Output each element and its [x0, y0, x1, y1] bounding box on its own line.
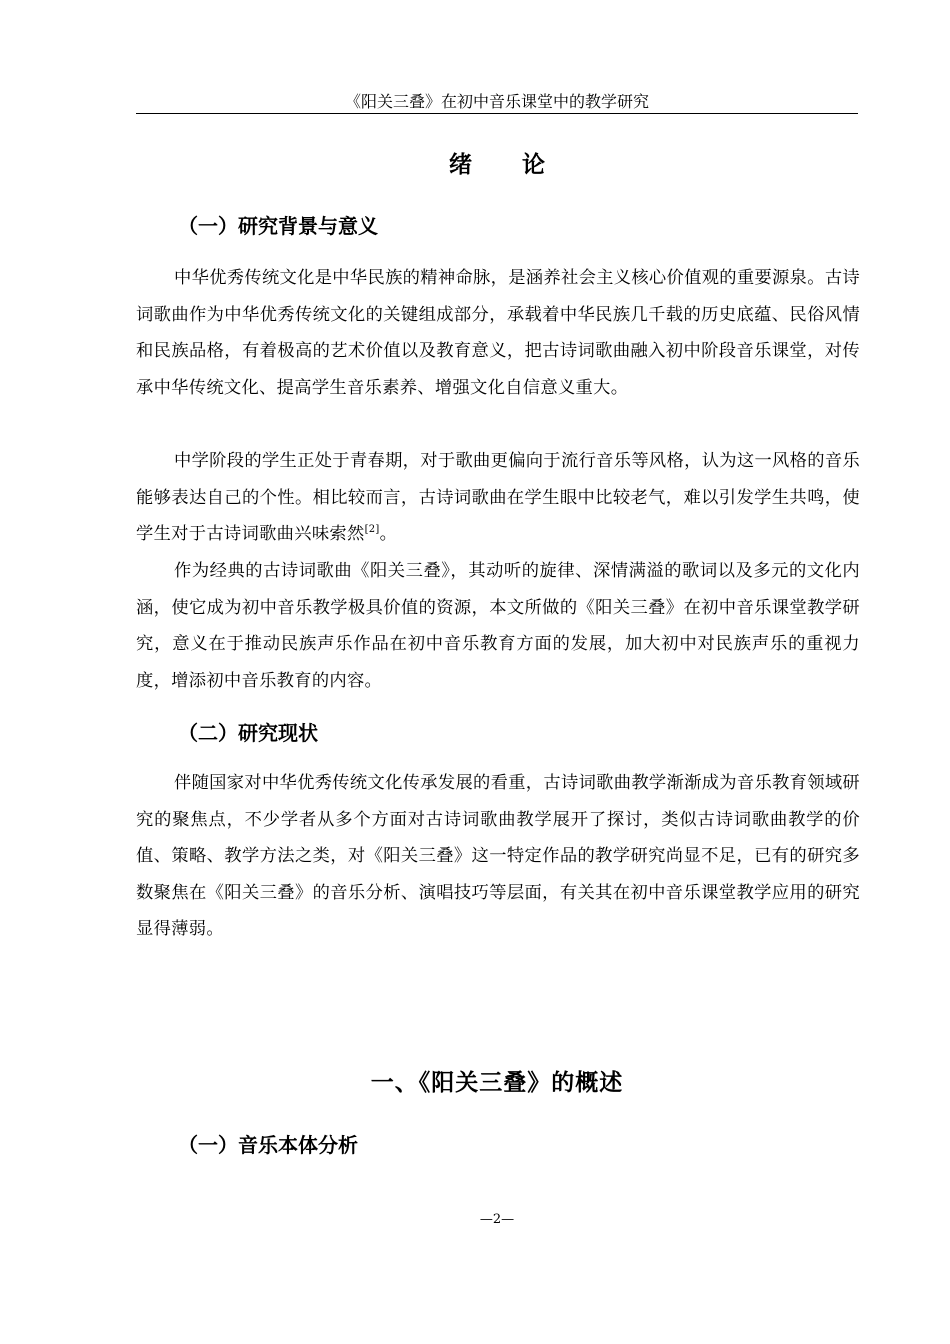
paragraph-background-1: 中华优秀传统文化是中华民族的精神命脉，是涵养社会主义核心价值观的重要源泉。古诗词歌曲作为中华优秀传统文化的关键组成部分，承载着中华民族几千载的历史底蕴、民俗风情和民族品格，有着极高的艺术价值以及教育意义，把古诗词歌曲融入初中阶段音乐课堂，对传承中华传统文化、提高学生音乐素养、增强文化自信意义重大。: [136, 268, 860, 398]
running-header: 《阳关三叠》在初中音乐课堂中的教学研究: [344, 92, 649, 111]
header-divider: [136, 113, 858, 114]
intro-title: 绪论: [449, 152, 595, 178]
section-heading-status: （二）研究现状: [178, 721, 318, 745]
paragraph-background-2-end: 。: [379, 524, 398, 544]
section-heading-background: （一）研究背景与意义: [178, 214, 378, 238]
chapter1-title: 一、《阳关三叠》的概述: [370, 1070, 624, 1096]
paragraph-background-2-text: 中学阶段的学生正处于青春期，对于歌曲更偏向于流行音乐等风格，认为这一风格的音乐能够表达自己的个性。相比较而言，古诗词歌曲在学生眼中比较老气，难以引发学生共鸣，使学生对于古诗词歌曲兴味索然: [136, 451, 860, 544]
section-heading-music-analysis: （一）音乐本体分析: [178, 1133, 358, 1157]
paragraph-status-1: 伴随国家对中华优秀传统文化传承发展的看重，古诗词歌曲教学渐渐成为音乐教育领域研究的聚焦点，不少学者从多个方面对古诗词歌曲教学展开了探讨，类似古诗词歌曲教学的价值、策略、教学方法之类，对《阳关三叠》这一特定作品的教学研究尚显不足，已有的研究多数聚焦在《阳关三叠》的音乐分析、演唱技巧等层面，有关其在初中音乐课堂教学应用的研究显得薄弱。: [136, 773, 860, 939]
citation-ref: [2]: [364, 524, 380, 535]
page-number: —2—: [479, 1212, 515, 1227]
paragraph-background-3: 作为经典的古诗词歌曲《阳关三叠》，其动听的旋律、深情满溢的歌词以及多元的文化内涵，使它成为初中音乐教学极具价值的资源，本文所做的《阳关三叠》在初中音乐课堂教学研究，意义在于推动民族声乐作品在初中音乐教育方面的发展，加大初中对民族声乐的重视力度，增添初中音乐教育的内容。: [136, 561, 860, 691]
paragraph-background-2: [136, 443, 860, 553]
